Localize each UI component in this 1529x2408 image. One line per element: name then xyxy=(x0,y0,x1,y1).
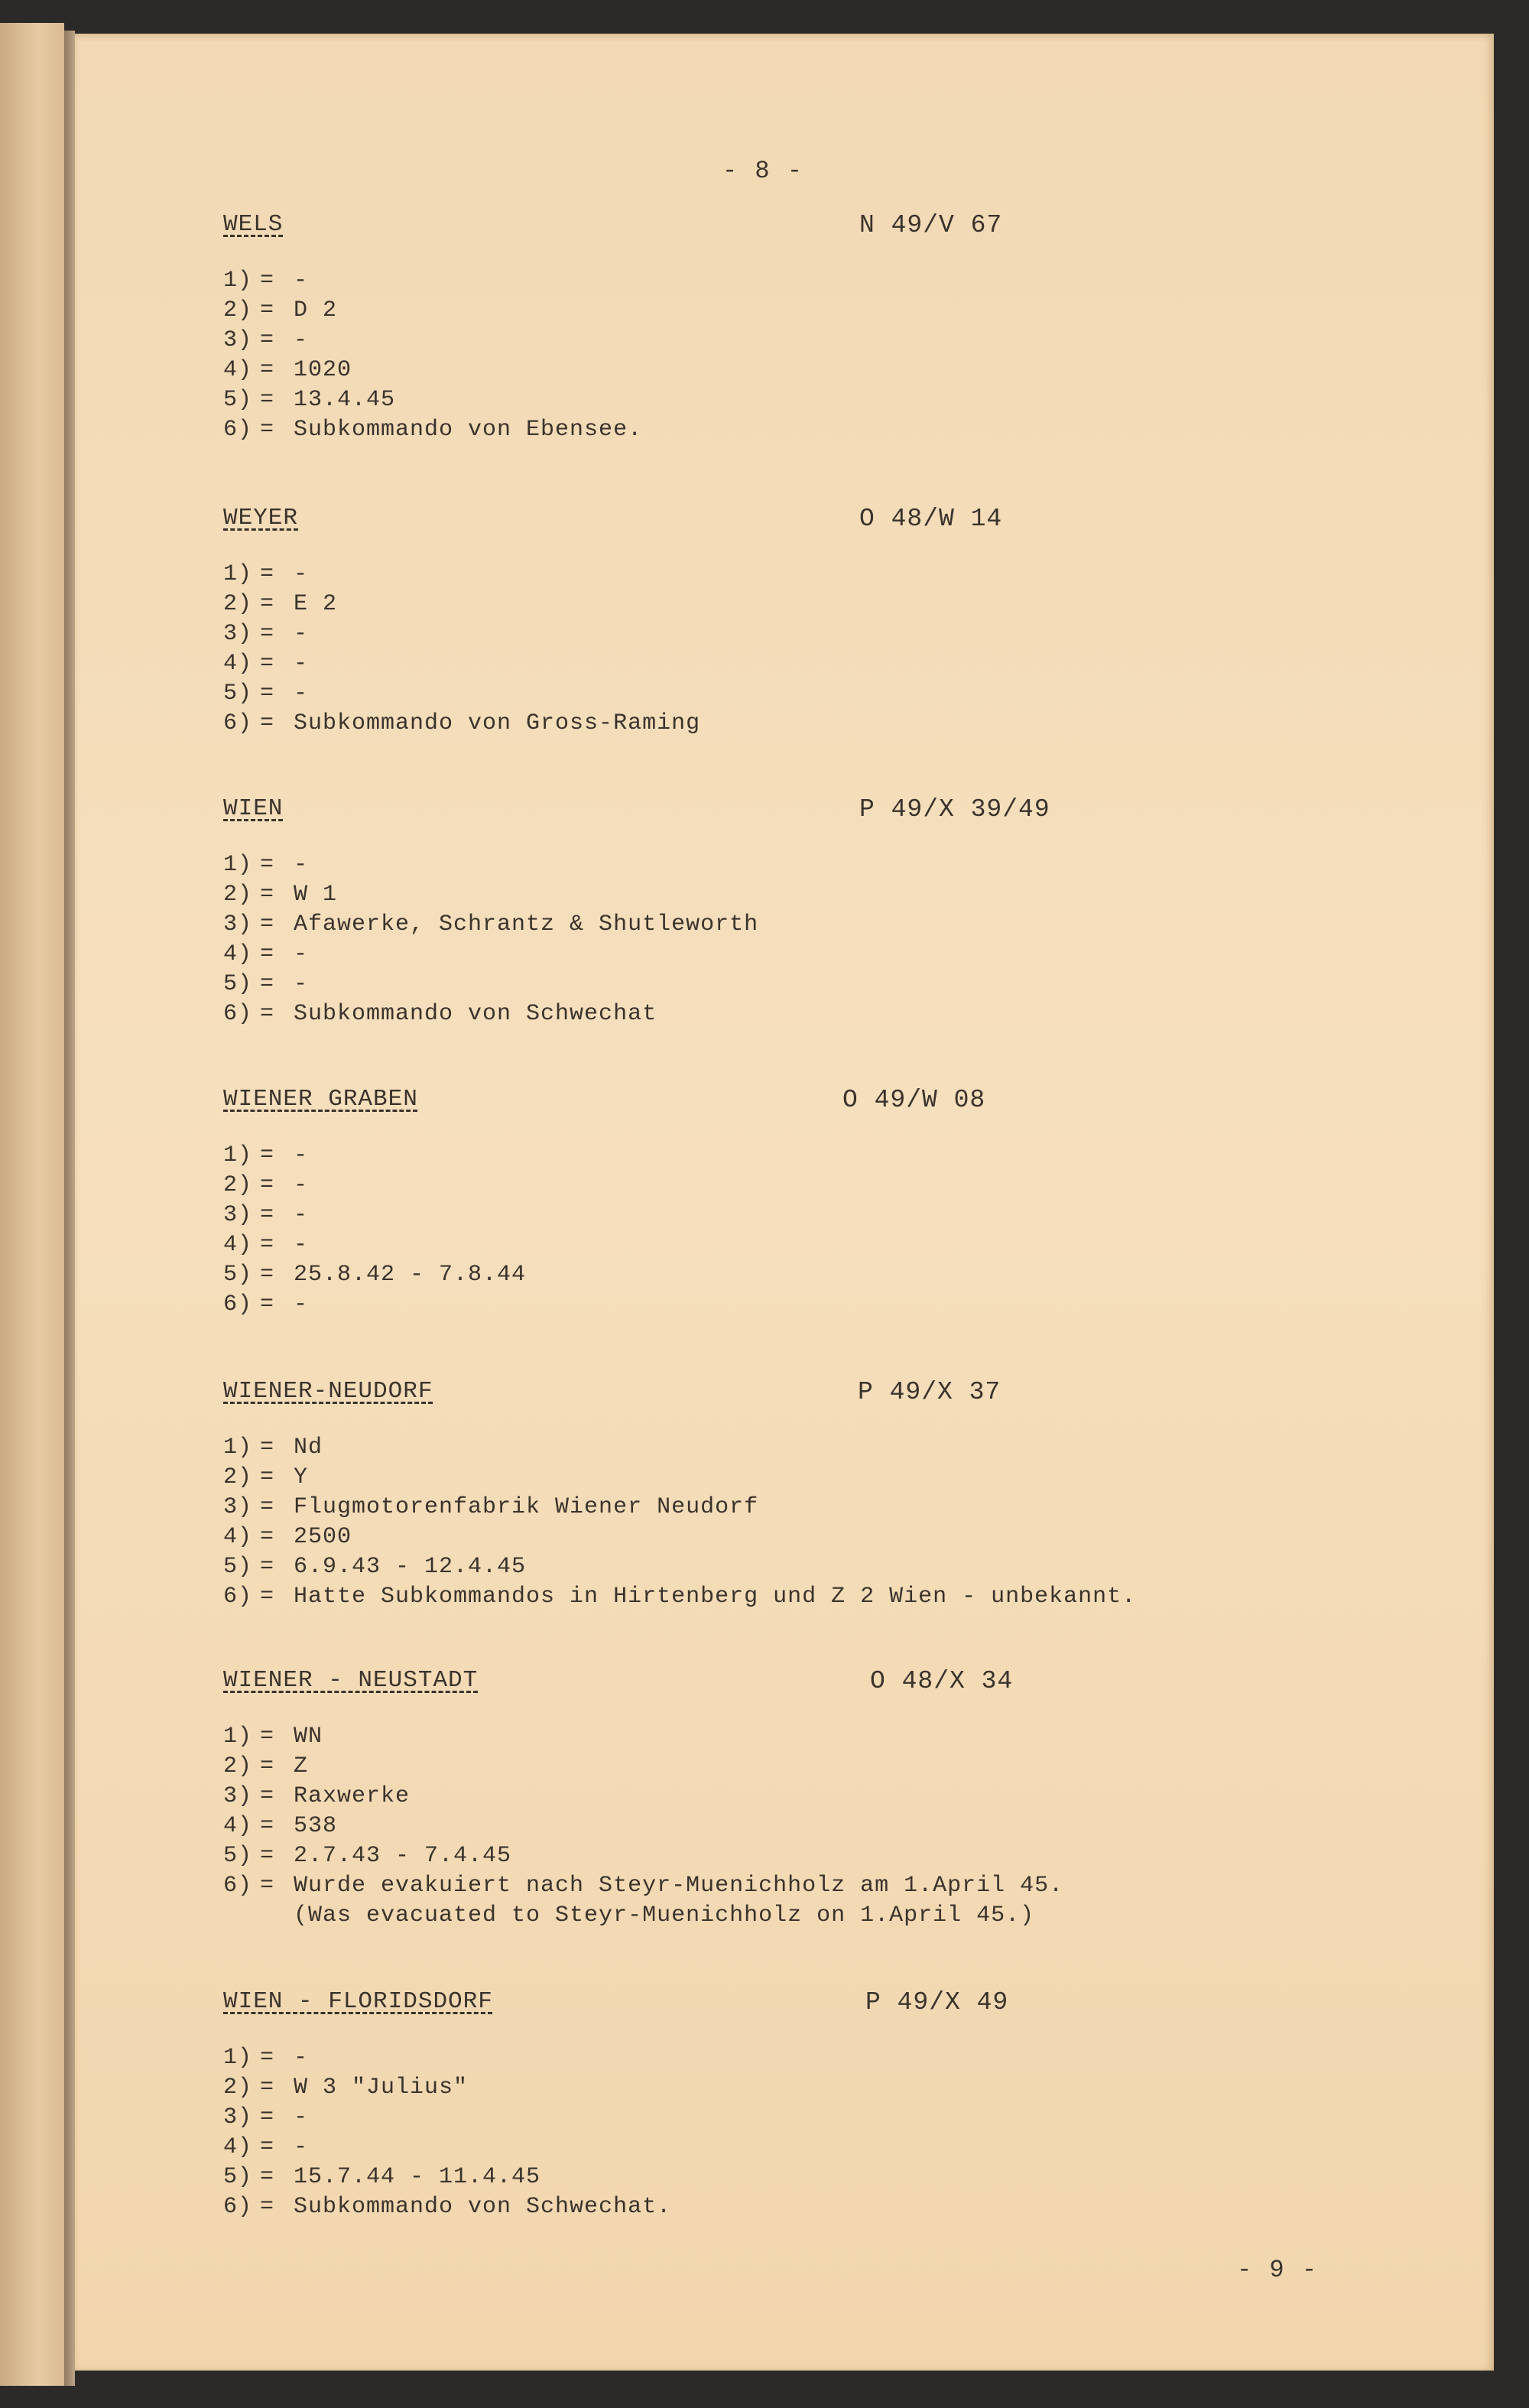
field-number: 2) xyxy=(223,2075,253,2101)
field-value: - xyxy=(294,1232,309,1258)
field-row xyxy=(223,296,642,326)
field-value: Raxwerke xyxy=(294,1783,411,1809)
field-row xyxy=(223,1141,526,1171)
field-number: 3) xyxy=(223,621,253,647)
field-value: - xyxy=(294,1292,309,1318)
camp-entry xyxy=(223,505,1003,739)
field-equals: = xyxy=(260,852,275,878)
field-equals: = xyxy=(260,912,275,938)
field-row xyxy=(223,2073,671,2103)
field-row xyxy=(223,356,642,385)
field-value: - xyxy=(294,1142,309,1168)
field-row xyxy=(223,415,642,445)
field-row xyxy=(223,1871,1063,1901)
field-number: 3) xyxy=(223,912,253,938)
entry-header xyxy=(223,211,1003,251)
left-page-edge xyxy=(0,23,64,2386)
field-number: 3) xyxy=(223,2104,253,2130)
camp-entry xyxy=(223,1988,1009,2222)
field-number: 2) xyxy=(223,591,253,617)
field-number: 5) xyxy=(223,2164,253,2190)
field-value: D 2 xyxy=(294,297,338,323)
field-row xyxy=(223,1812,1063,1841)
field-value: 538 xyxy=(294,1813,338,1839)
field-row xyxy=(223,1290,526,1320)
field-value: - xyxy=(294,268,309,294)
field-number: 3) xyxy=(223,1494,253,1520)
field-equals: = xyxy=(260,681,275,707)
field-row xyxy=(223,1782,1063,1812)
field-row xyxy=(223,999,758,1029)
field-row xyxy=(223,385,642,415)
field-row xyxy=(223,649,700,679)
field-equals: = xyxy=(260,1873,275,1899)
camp-entry xyxy=(223,1667,1063,1931)
field-number: 1) xyxy=(223,1142,253,1168)
field-number: 3) xyxy=(223,1783,253,1809)
field-value: - xyxy=(294,2104,309,2130)
entry-header xyxy=(223,505,1003,544)
field-number: 1) xyxy=(223,2045,253,2071)
camp-entry xyxy=(223,795,1050,1029)
field-equals: = xyxy=(260,1001,275,1027)
field-row xyxy=(223,2133,671,2163)
field-value: Y xyxy=(294,1464,309,1490)
field-equals: = xyxy=(260,387,275,413)
field-value: 2.7.43 - 7.4.45 xyxy=(294,1843,512,1869)
field-number: 4) xyxy=(223,357,253,383)
field-equals: = xyxy=(260,2164,275,2190)
field-value: 25.8.42 - 7.8.44 xyxy=(294,1262,527,1288)
field-number: 4) xyxy=(223,2134,253,2160)
field-equals: = xyxy=(260,591,275,617)
field-number: 6) xyxy=(223,1584,253,1610)
field-value: - xyxy=(294,971,309,997)
field-row xyxy=(223,1433,1136,1463)
field-number: 5) xyxy=(223,971,253,997)
field-number: 5) xyxy=(223,1262,253,1288)
field-row xyxy=(223,2043,671,2073)
field-equals: = xyxy=(260,1262,275,1288)
field-equals: = xyxy=(260,621,275,647)
field-equals: = xyxy=(260,1524,275,1550)
field-number: 6) xyxy=(223,2194,253,2220)
field-row xyxy=(223,1493,1136,1522)
field-value: - xyxy=(294,852,309,878)
field-equals: = xyxy=(260,2134,275,2160)
field-equals: = xyxy=(260,327,275,353)
field-number: 4) xyxy=(223,1232,253,1258)
field-value: - xyxy=(294,1172,309,1198)
field-equals: = xyxy=(260,1783,275,1809)
field-value: E 2 xyxy=(294,591,338,617)
field-row xyxy=(223,1201,526,1230)
field-row xyxy=(223,679,700,709)
field-number: 3) xyxy=(223,1202,253,1228)
camp-entry xyxy=(223,1086,986,1320)
field-number: 2) xyxy=(223,1753,253,1779)
field-number: 1) xyxy=(223,1435,253,1461)
field-value: Wurde evakuiert nach Steyr-Muenichholz am 1.April 45. xyxy=(294,1873,1064,1899)
field-row xyxy=(223,619,700,649)
field-value: - xyxy=(294,1202,309,1228)
field-row xyxy=(223,940,758,970)
field-row xyxy=(223,1230,526,1260)
field-row xyxy=(223,560,700,590)
field-equals: = xyxy=(260,2045,275,2071)
field-value: W 1 xyxy=(294,882,338,908)
field-number: 2) xyxy=(223,1464,253,1490)
field-value: Subkommando von Schwechat xyxy=(294,1001,657,1027)
entry-name: WIENER-NEUDORF xyxy=(223,1378,433,1405)
field-row xyxy=(223,1752,1063,1782)
field-number: 5) xyxy=(223,681,253,707)
field-number: 1) xyxy=(223,852,253,878)
field-value: Subkommando von Ebensee. xyxy=(294,417,643,443)
field-value: 15.7.44 - 11.4.45 xyxy=(294,2164,541,2190)
field-equals: = xyxy=(260,1142,275,1168)
field-number: 6) xyxy=(223,710,253,736)
field-equals: = xyxy=(260,710,275,736)
field-equals: = xyxy=(260,1435,275,1461)
field-number: 5) xyxy=(223,1554,253,1580)
field-list xyxy=(223,266,642,445)
field-translation-note: (Was evacuated to Steyr-Muenichholz on 1.April 45.) xyxy=(294,1903,1035,1929)
field-number: 4) xyxy=(223,651,253,677)
field-value: - xyxy=(294,561,309,587)
field-number: 1) xyxy=(223,268,253,294)
entry-header xyxy=(223,1667,1063,1707)
field-equals: = xyxy=(260,1724,275,1750)
field-number: 6) xyxy=(223,417,253,443)
field-row xyxy=(223,1841,1063,1871)
field-value: Z xyxy=(294,1753,309,1779)
field-value: Nd xyxy=(294,1435,323,1461)
field-row xyxy=(223,1522,1136,1552)
field-row xyxy=(223,850,758,880)
field-equals: = xyxy=(260,1813,275,1839)
field-row xyxy=(223,326,642,356)
field-number: 3) xyxy=(223,327,253,353)
entry-name: WIEN - FLORIDSDORF xyxy=(223,1988,493,2015)
field-value: - xyxy=(294,2045,309,2071)
field-value: - xyxy=(294,621,309,647)
map-grid-code: P 49/X 37 xyxy=(858,1378,1001,1406)
field-equals: = xyxy=(260,2104,275,2130)
field-equals: = xyxy=(260,357,275,383)
field-equals: = xyxy=(260,1202,275,1228)
field-value: - xyxy=(294,681,309,707)
field-equals: = xyxy=(260,882,275,908)
field-equals: = xyxy=(260,1292,275,1318)
field-equals: = xyxy=(260,1843,275,1869)
field-number: 5) xyxy=(223,1843,253,1869)
field-equals: = xyxy=(260,1584,275,1610)
field-row xyxy=(223,910,758,940)
field-row xyxy=(223,970,758,999)
entry-name: WIENER GRABEN xyxy=(223,1086,418,1113)
entry-name: WELS xyxy=(223,211,284,238)
field-number: 1) xyxy=(223,561,253,587)
field-equals: = xyxy=(260,941,275,967)
field-number: 6) xyxy=(223,1001,253,1027)
entry-header xyxy=(223,1378,1136,1418)
field-row xyxy=(223,1463,1136,1493)
field-row xyxy=(223,709,700,739)
field-equals: = xyxy=(260,651,275,677)
book-gutter xyxy=(64,31,75,2386)
field-equals: = xyxy=(260,268,275,294)
field-value: - xyxy=(294,2134,309,2160)
field-equals: = xyxy=(260,971,275,997)
field-value: 2500 xyxy=(294,1524,352,1550)
field-equals: = xyxy=(260,1172,275,1198)
field-row xyxy=(223,880,758,910)
field-value: - xyxy=(294,941,309,967)
field-row xyxy=(223,1582,1136,1612)
field-number: 2) xyxy=(223,882,253,908)
field-row xyxy=(223,1260,526,1290)
field-number: 6) xyxy=(223,1292,253,1318)
field-list xyxy=(223,1141,526,1320)
field-row xyxy=(223,2103,671,2133)
field-equals: = xyxy=(260,2194,275,2220)
field-row xyxy=(223,1552,1136,1582)
field-value: 1020 xyxy=(294,357,352,383)
camp-entry xyxy=(223,1378,1136,1612)
field-row xyxy=(223,1171,526,1201)
field-value: W 3 "Julius" xyxy=(294,2075,469,2101)
field-number: 1) xyxy=(223,1724,253,1750)
field-value: Flugmotorenfabrik Wiener Neudorf xyxy=(294,1494,759,1520)
field-equals: = xyxy=(260,2075,275,2101)
field-number: 4) xyxy=(223,1524,253,1550)
map-grid-code: O 48/X 34 xyxy=(870,1667,1014,1695)
field-equals: = xyxy=(260,1753,275,1779)
field-number: 4) xyxy=(223,1813,253,1839)
field-number: 2) xyxy=(223,297,253,323)
field-number: 2) xyxy=(223,1172,253,1198)
field-row xyxy=(223,2163,671,2192)
field-equals: = xyxy=(260,561,275,587)
field-list xyxy=(223,1433,1136,1612)
field-equals: = xyxy=(260,1554,275,1580)
page-number-top: - 8 - xyxy=(722,157,804,185)
entry-header xyxy=(223,1086,986,1126)
field-row xyxy=(223,1722,1063,1752)
page-number-bottom: - 9 - xyxy=(1237,2256,1319,2284)
field-equals: = xyxy=(260,1494,275,1520)
entry-name: WIENER - NEUSTADT xyxy=(223,1667,479,1694)
field-value: - xyxy=(294,327,309,353)
field-list xyxy=(223,1722,1063,1931)
field-value: Subkommando von Schwechat. xyxy=(294,2194,672,2220)
field-equals: = xyxy=(260,1232,275,1258)
map-grid-code: N 49/V 67 xyxy=(859,211,1003,239)
field-list xyxy=(223,850,758,1029)
field-equals: = xyxy=(260,1464,275,1490)
field-value: Afawerke, Schrantz & Shutleworth xyxy=(294,912,759,938)
entry-name: WEYER xyxy=(223,505,299,531)
field-value: 13.4.45 xyxy=(294,387,396,413)
field-number: 6) xyxy=(223,1873,253,1899)
field-row xyxy=(223,266,642,296)
field-list xyxy=(223,560,700,739)
field-list xyxy=(223,2043,671,2222)
field-number: 4) xyxy=(223,941,253,967)
entry-name: WIEN xyxy=(223,795,284,822)
field-row xyxy=(223,590,700,619)
camp-entry xyxy=(223,211,1003,445)
field-value: Hatte Subkommandos in Hirtenberg und Z 2 Wien - unbekannt. xyxy=(294,1584,1137,1610)
field-value: WN xyxy=(294,1724,323,1750)
field-value: 6.9.43 - 12.4.45 xyxy=(294,1554,527,1580)
entry-header xyxy=(223,795,1050,835)
field-row xyxy=(223,2192,671,2222)
field-equals: = xyxy=(260,417,275,443)
entry-header xyxy=(223,1988,1009,2028)
map-grid-code: P 49/X 39/49 xyxy=(859,795,1050,824)
field-value: - xyxy=(294,651,309,677)
map-grid-code: O 49/W 08 xyxy=(842,1086,986,1114)
field-number: 5) xyxy=(223,387,253,413)
map-grid-code: P 49/X 49 xyxy=(865,1988,1009,2016)
map-grid-code: O 48/W 14 xyxy=(859,505,1003,533)
field-value: Subkommando von Gross-Raming xyxy=(294,710,701,736)
field-equals: = xyxy=(260,297,275,323)
